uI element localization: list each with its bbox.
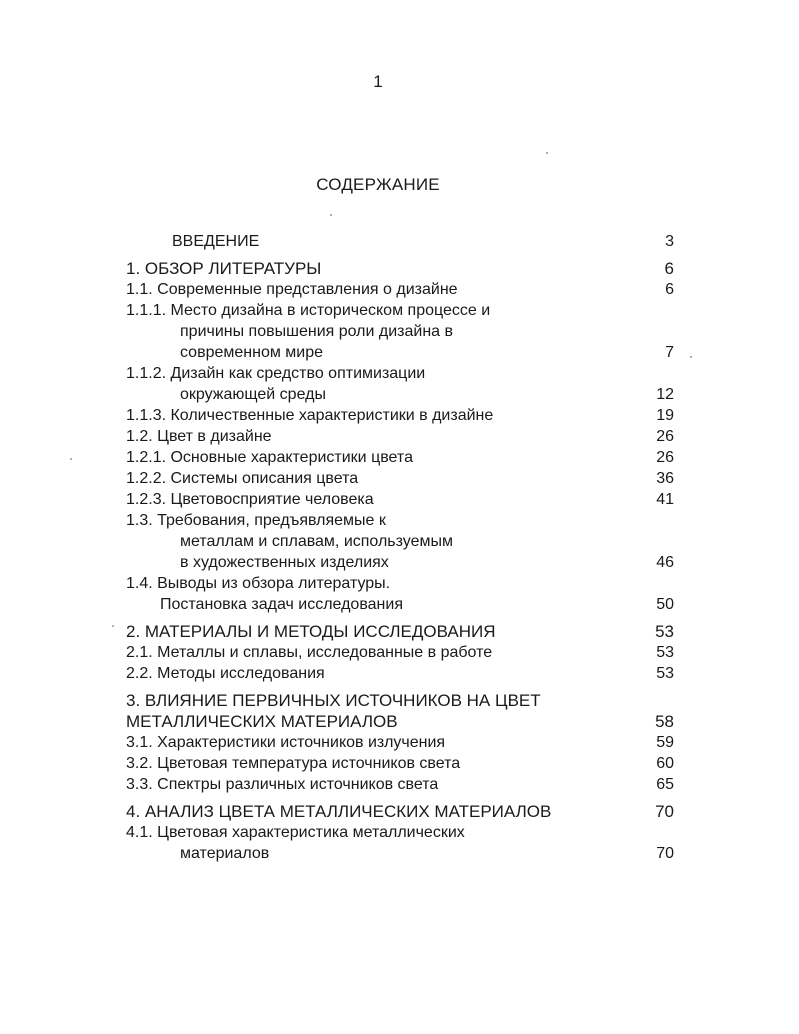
toc-entry-3-2 [126, 753, 676, 774]
toc-entry-page: 58 [655, 712, 674, 731]
toc-entry-2-2 [126, 663, 676, 684]
toc-entry-page: 53 [656, 665, 674, 682]
toc-entry-page: 46 [656, 554, 674, 571]
toc-entry-1-4 [126, 573, 676, 615]
toc-entry-2-1 [126, 642, 676, 663]
toc-entry-page: 36 [656, 470, 674, 487]
toc-entry-page: 6 [665, 281, 674, 298]
toc-entry-text-cont: современном мире [180, 344, 324, 361]
toc-entry-1-1 [126, 279, 676, 300]
toc-list [126, 231, 676, 864]
toc-entry-text: 2. МАТЕРИАЛЫ И МЕТОДЫ ИССЛЕДОВАНИЯ [126, 622, 496, 641]
toc-entry-text: 1.1.1. Место дизайна в историческом процессе и [126, 302, 491, 319]
scan-speck [70, 458, 72, 460]
toc-entry-page: 50 [656, 596, 674, 613]
toc-entry-text: 4.1. Цветовая характеристика металлических [126, 824, 465, 841]
toc-entry-chapter-3 [126, 690, 676, 732]
toc-entry-1-2-2 [126, 468, 676, 489]
toc-entry-3-1 [126, 732, 676, 753]
toc-entry-text: 3.1. Характеристики источников излучения [126, 734, 446, 751]
toc-entry-page: 7 [665, 344, 674, 361]
toc-entry-text: 1.2. Цвет в дизайне [126, 428, 272, 445]
toc-entry-page: 19 [656, 407, 674, 424]
toc-entry-introduction [126, 231, 676, 252]
toc-entry-text: 4. АНАЛИЗ ЦВЕТА МЕТАЛЛИЧЕСКИХ МАТЕРИАЛОВ [126, 802, 552, 821]
toc-entry-text: 1.1.2. Дизайн как средство оптимизации [126, 365, 426, 382]
toc-entry-1-1-1 [126, 300, 676, 363]
page-number: 1 [373, 72, 383, 91]
toc-entry-chapter-2 [126, 621, 676, 642]
toc-entry-text: 3.2. Цветовая температура источников света [126, 755, 461, 772]
toc-entry-chapter-1 [126, 258, 676, 279]
toc-entry-text: 1.1. Современные представления о дизайне [126, 281, 458, 298]
toc-entry-text-cont: окружающей среды [180, 386, 326, 403]
toc-entry-text: 1.4. Выводы из обзора литературы. [126, 575, 391, 592]
toc-entry-1-1-2 [126, 363, 676, 405]
toc-entry-text: 2.1. Металлы и сплавы, исследованные в работе [126, 644, 493, 661]
toc-entry-4-1 [126, 822, 676, 864]
scan-speck [690, 356, 692, 358]
toc-entry-page: 6 [664, 259, 674, 278]
toc-entry-text: 2.2. Методы исследования [126, 665, 325, 682]
toc-entry-page: 53 [655, 622, 674, 641]
toc-entry-text: 1.2.2. Системы описания цвета [126, 470, 359, 487]
toc-entry-chapter-4 [126, 801, 676, 822]
toc-entry-page: 70 [655, 802, 674, 821]
scan-speck [546, 152, 548, 154]
toc-entry-text: 1.1.3. Количественные характеристики в дизайне [126, 407, 494, 424]
toc-entry-text-cont: МЕТАЛЛИЧЕСКИХ МАТЕРИАЛОВ [126, 712, 398, 731]
toc-entry-page: 26 [656, 428, 674, 445]
toc-entry-text-cont: металлам и сплавам, используемым [180, 533, 454, 550]
toc-entry-page: 53 [656, 644, 674, 661]
toc-entry-page: 70 [656, 845, 674, 862]
toc-entry-1-2 [126, 426, 676, 447]
toc-entry-3-3 [126, 774, 676, 795]
toc-entry-text: 3. ВЛИЯНИЕ ПЕРВИЧНЫХ ИСТОЧНИКОВ НА ЦВЕТ [126, 691, 541, 710]
toc-entry-text: 1. ОБЗОР ЛИТЕРАТУРЫ [126, 259, 322, 278]
toc-entry-1-2-3 [126, 489, 676, 510]
toc-title: СОДЕРЖАНИЕ [316, 175, 440, 194]
scan-speck [330, 214, 332, 216]
toc-entry-text-cont: Постановка задач исследования [160, 596, 403, 613]
toc-entry-text-cont: материалов [180, 845, 270, 862]
toc-entry-page: 26 [656, 449, 674, 466]
toc-entry-text-cont: причины повышения роли дизайна в [180, 323, 454, 340]
toc-entry-text: ВВЕДЕНИЕ [172, 233, 260, 250]
toc-entry-page: 59 [656, 734, 674, 751]
toc-entry-text: 1.2.1. Основные характеристики цвета [126, 449, 413, 466]
toc-entry-1-3 [126, 510, 676, 573]
toc-entry-text: 1.2.3. Цветовосприятие человека [126, 491, 374, 508]
toc-entry-1-2-1 [126, 447, 676, 468]
toc-entry-page: 41 [656, 491, 674, 508]
toc-entry-text: 1.3. Требования, предъявляемые к [126, 512, 386, 529]
toc-entry-1-1-3 [126, 405, 676, 426]
toc-entry-page: 60 [656, 755, 674, 772]
toc-entry-text: 3.3. Спектры различных источников света [126, 776, 439, 793]
toc-entry-text-cont: в художественных изделиях [180, 554, 389, 571]
toc-entry-page: 65 [656, 776, 674, 793]
toc-entry-page: 3 [665, 233, 674, 250]
toc-entry-page: 12 [656, 386, 674, 403]
scan-speck [112, 625, 114, 627]
